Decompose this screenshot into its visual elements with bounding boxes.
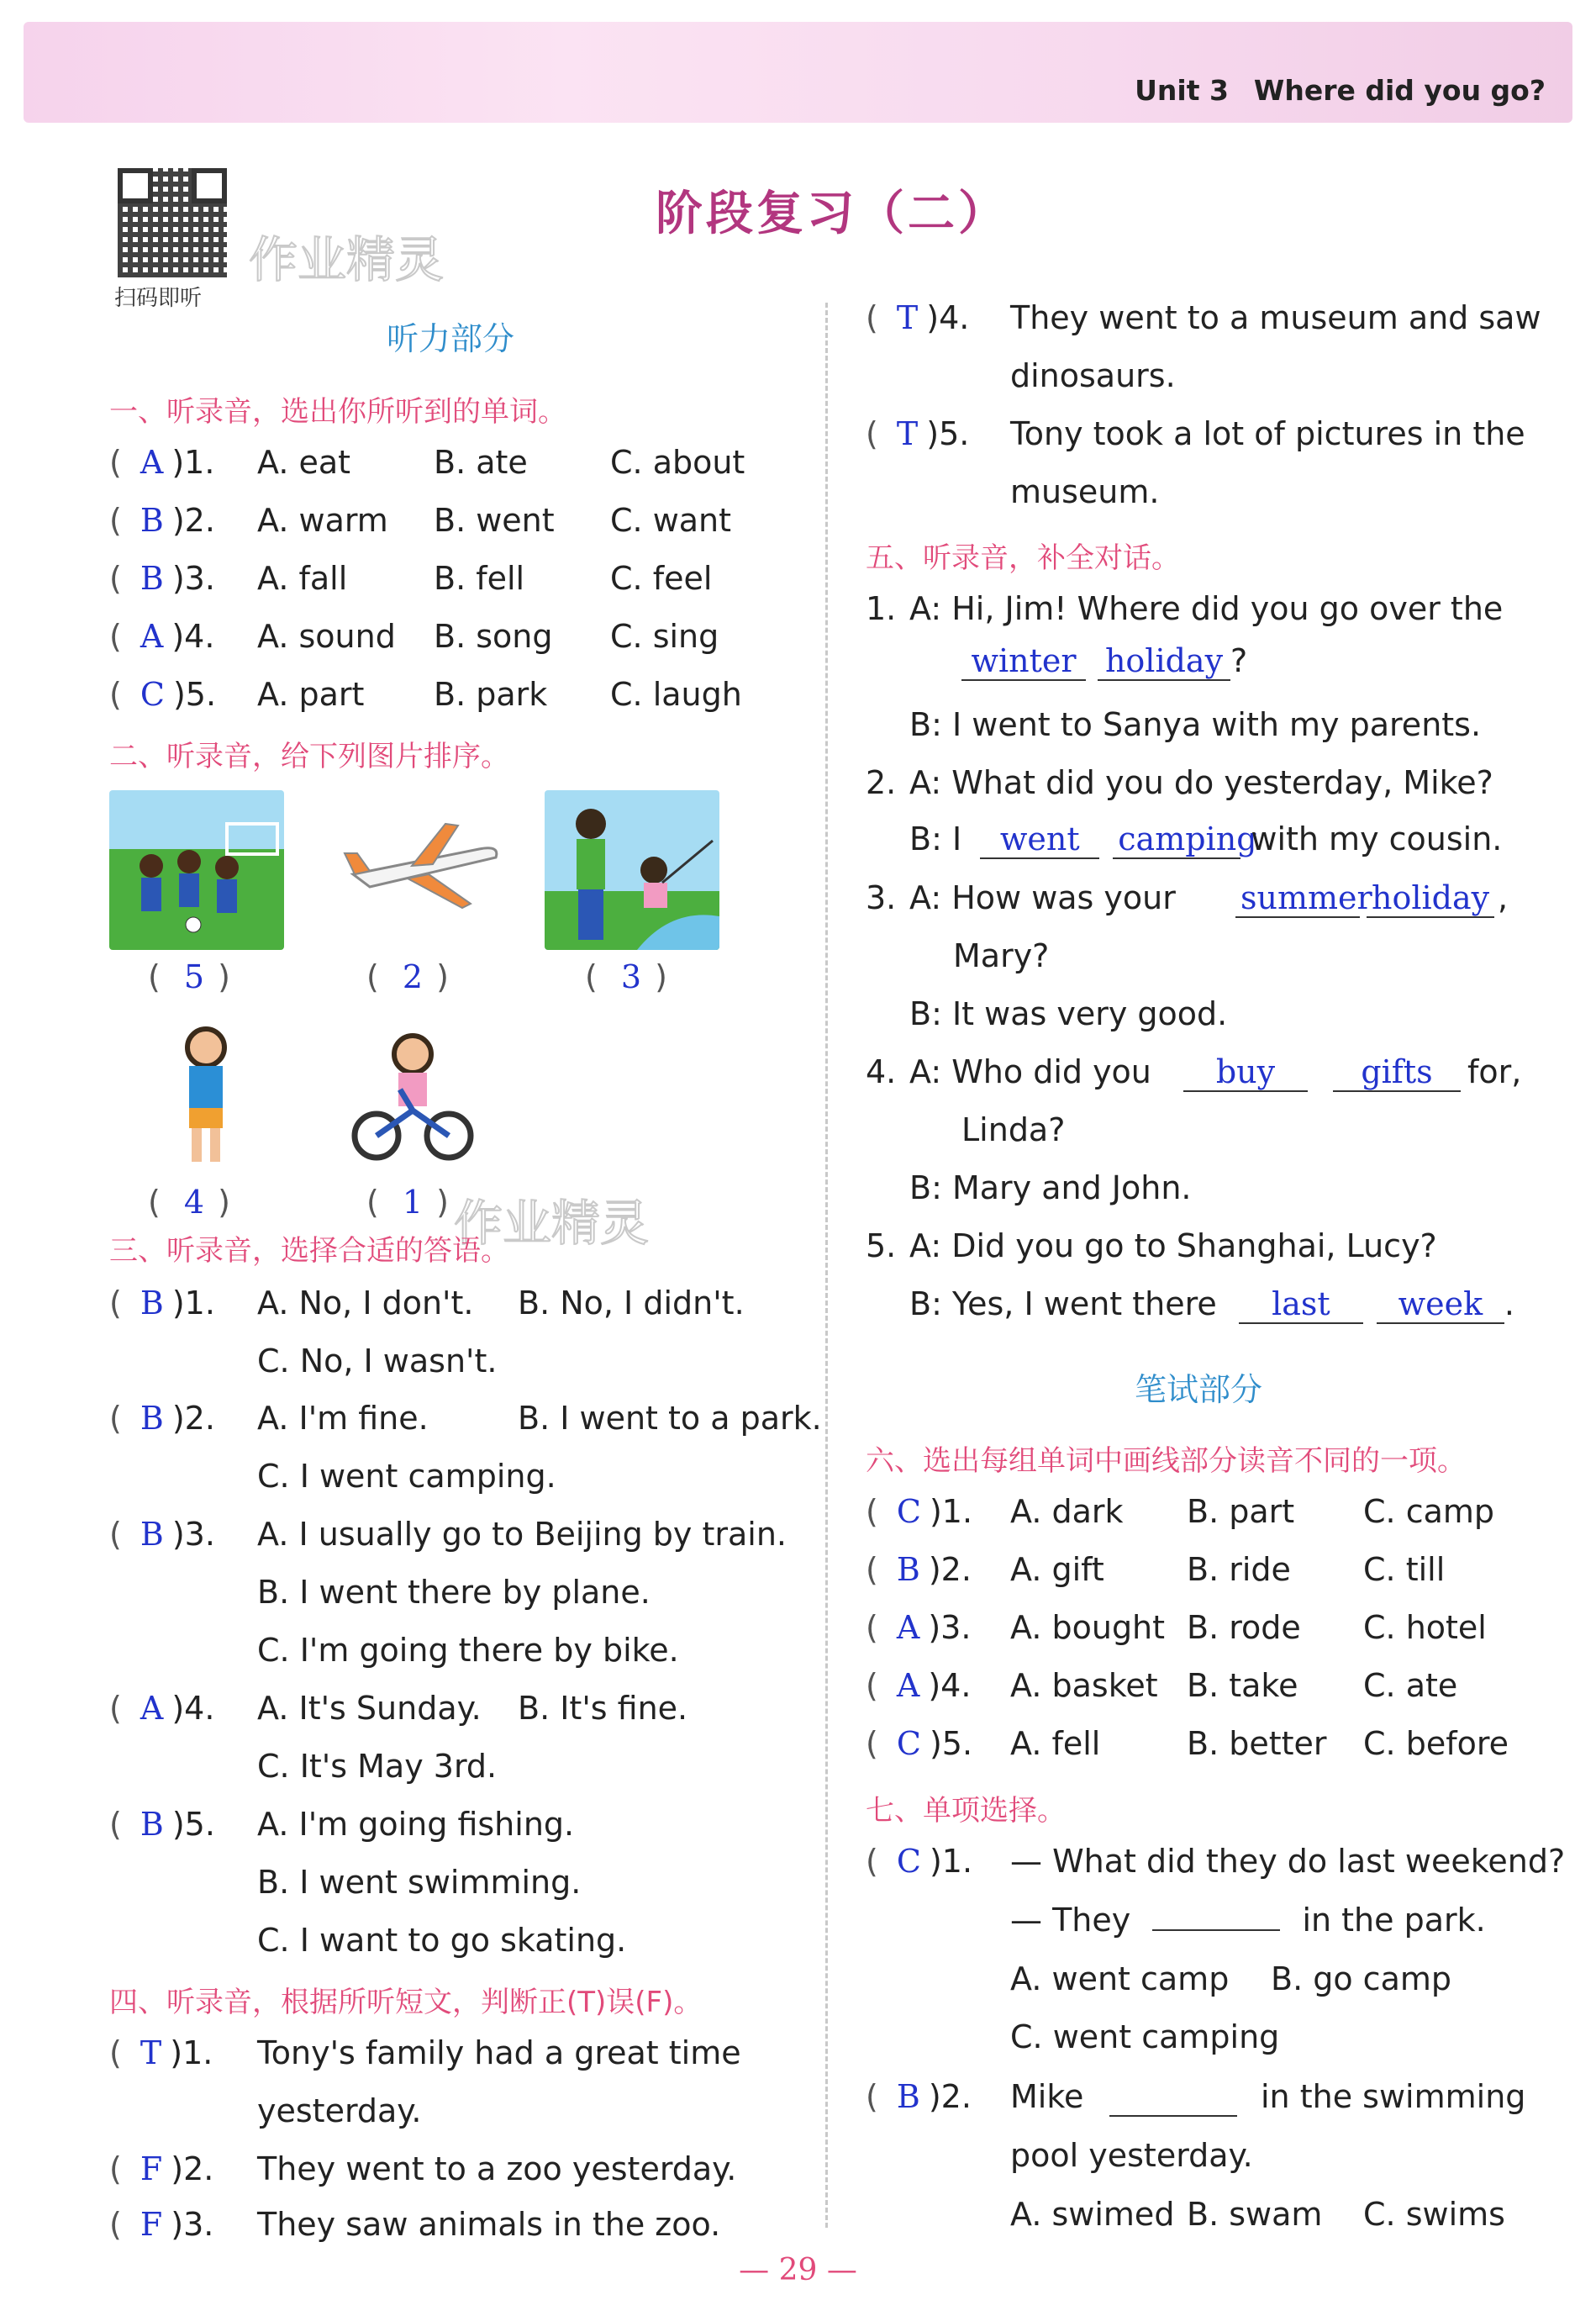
dialogue-3-name: Mary? [953,937,1050,974]
list-item: ( A )1. A. eat B. ate C. about [109,444,745,481]
option-text: C. went camping [1010,2018,1280,2055]
list-item: ( A )4. A. It's Sunday. B. It's fine. [109,1690,688,1727]
section-1-heading: 一、听录音，选出你所听到的单词。 [109,395,566,429]
part-listening: 听力部分 [387,320,515,357]
blank-field[interactable]: holiday [1098,642,1230,681]
option-text: C. No, I wasn't. [257,1343,498,1380]
blank-field[interactable]: camping [1113,820,1240,859]
picture-fishing [545,790,719,950]
dialogue-5: 5. A: Did you go to Shanghai, Lucy? [866,1227,1437,1264]
dialogue-4-name: Linda? [961,1111,1066,1148]
option-row: A. went camp B. go camp [1010,1960,1451,1997]
list-item: ( F )2. They went to a zoo yesterday. [109,2150,737,2187]
picture-order-2: ( 2 ) [366,958,449,995]
picture-order-5: ( 1 ) [366,1184,449,1221]
list-item: ( T )1. Tony's family had a great time [109,2034,741,2071]
picture-order-4: ( 4 ) [148,1184,230,1221]
dialogue-3-reply: B: It was very good. [909,995,1228,1032]
blank-field[interactable]: winter [961,642,1086,681]
dialogue-1: 1. A: Hi, Jim! Where did you go over the [866,590,1504,627]
blank-field[interactable]: buy [1183,1053,1308,1092]
section-7-heading: 七、单项选择。 [866,1794,1066,1828]
part-writing: 笔试部分 [1135,1371,1263,1408]
blank-field[interactable]: holiday [1367,879,1494,918]
page-number: — 29 — [739,2253,857,2287]
dialogue-1-blanks: winter holiday ? [961,642,1247,681]
qr-label: 扫码即听 [114,286,203,311]
picture-order-3: ( 3 ) [585,958,667,995]
statement-text: yesterday. [257,2092,422,2129]
watermark: 作业精灵 [249,231,445,288]
blank-field[interactable] [1152,1929,1280,1931]
dialogue-3: 3. A: How was your summer holiday , [866,879,1509,916]
dialogue-5-reply: B: Yes, I went there last week . [909,1285,1514,1322]
list-item: ( B )3. A. fall B. fell C. feel [109,560,713,597]
list-item: ( C )5. A. fell B. better C. before [866,1725,1509,1762]
header-band [24,22,1572,123]
page-title: 阶段复习（二） [656,187,1009,241]
dialogue-1-reply: B: I went to Sanya with my parents. [909,706,1482,743]
blank-field[interactable]: gifts [1333,1053,1461,1092]
option-text: B. I went there by plane. [257,1574,651,1611]
dialogue-4-reply: B: Mary and John. [909,1169,1192,1206]
list-item: ( B )3. A. I usually go to Beijing by train. [109,1516,787,1553]
option-text: C. I went camping. [257,1458,556,1495]
list-item: ( A )4. A. sound B. song C. sing [109,618,719,655]
picture-boy-running [160,1024,252,1167]
question-line: pool yesterday. [1010,2137,1253,2174]
picture-soccer [109,790,284,950]
option-row: A. swimed B. swam C. swims [1010,2196,1505,2233]
list-item: ( T )4. They went to a museum and saw [866,299,1541,336]
list-item: ( T )5. Tony took a lot of pictures in the [866,415,1525,452]
statement-text: museum. [1010,473,1160,510]
list-item: ( C )1. A. dark B. part C. camp [866,1493,1495,1530]
section-5-heading: 五、听录音，补全对话。 [866,541,1180,575]
picture-girl-cycling [350,1031,476,1165]
dialogue-2: 2. A: What did you do yesterday, Mike? [866,764,1493,801]
section-4-heading: 四、听录音，根据所听短文，判断正(T)误(F)。 [109,1986,703,2019]
statement-text: dinosaurs. [1010,357,1176,394]
list-item: ( B )2. A. warm B. went C. want [109,502,732,539]
column-divider [825,303,828,2228]
dialogue-4: 4. A: Who did you buy gifts for, [866,1053,1522,1090]
option-text: B. I went swimming. [257,1864,582,1901]
blank-field[interactable]: summer [1235,879,1360,918]
option-text: C. It's May 3rd. [257,1748,498,1785]
list-item: ( B )1. A. No, I don't. B. No, I didn't. [109,1285,745,1322]
list-item: ( B )5. A. I'm going fishing. [109,1806,575,1843]
qr-code-icon[interactable] [118,168,227,277]
picture-plane [336,807,504,925]
section-6-heading: 六、选出每组单词中画线部分读音不同的一项。 [866,1444,1466,1478]
watermark: 作业精灵 [454,1195,650,1252]
option-text: C. I'm going there by bike. [257,1632,679,1669]
list-item: ( A )3. A. bought B. rode C. hotel [866,1609,1487,1646]
list-item: ( B )2. Mike in the swimming [866,2078,1526,2115]
blank-field[interactable]: last [1239,1285,1363,1324]
list-item: ( C )5. A. part B. park C. laugh [109,676,742,713]
blank-field[interactable]: went [980,820,1099,859]
list-item: ( B )2. A. I'm fine. B. I went to a park. [109,1400,822,1437]
unit-header: Unit 3 Where did you go? [1135,74,1546,107]
section-3-heading: 三、听录音，选择合适的答语。 [109,1234,509,1268]
list-item: ( A )4. A. basket B. take C. ate [866,1667,1458,1704]
section-2-heading: 二、听录音，给下列图片排序。 [109,740,509,773]
picture-order-1: ( 5 ) [148,958,230,995]
list-item: ( C )1. — What did they do last weekend? [866,1843,1566,1880]
option-text: C. I want to go skating. [257,1922,627,1959]
blank-field[interactable]: week [1377,1285,1504,1324]
list-item: ( B )2. A. gift B. ride C. till [866,1551,1446,1588]
dialogue-2-reply: B: I went camping with my cousin. [909,820,1503,857]
question-line: — They in the park. [1010,1902,1486,1939]
list-item: ( F )3. They saw animals in the zoo. [109,2206,721,2243]
blank-field[interactable] [1109,2078,1237,2117]
